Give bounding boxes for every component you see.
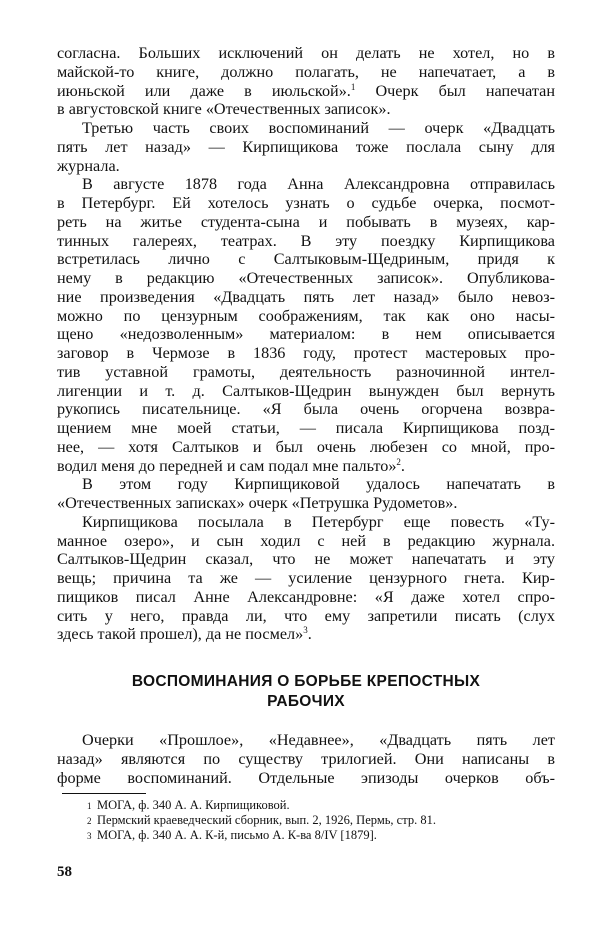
heading-line: ВОСПОМИНАНИЯ О БОРЬБЕ КРЕПОСТНЫХ [131,673,481,690]
line-text: «Отечественных записках» очерк «Петрушка Рудометов». [57,494,458,512]
line-text: заговор в Чермозе в 1836 году, протест мастеровых про- [57,344,555,362]
text-line [57,588,555,607]
line-text: Кирпищикова посылала в Петербург еще повесть «Ту- [82,512,555,531]
line-text: тив уставной грамоты, деятельность разночинной интел- [57,362,555,381]
text-line [57,344,555,363]
text-line [57,513,555,532]
line-text: нему в редакцию «Отечественных записок». Опубликова- [57,269,555,287]
line-text: назад» являются по существу трилогией. Они написаны в [57,749,555,768]
line-text: В этом году Кирпищиковой удалось напечатать в [82,475,555,494]
line-text-tail: . [400,456,405,475]
line-text: Очерки «Прошлое», «Недавнее», «Двадцать пять лет [82,731,555,749]
line-text: нее, — хотя Салтыков и был очень любезен со мной, про- [57,437,555,456]
text-line [57,607,555,626]
text-line [57,419,555,438]
text-line [57,250,555,269]
line-text: пищиков писал Анне Александровне: «Я даже хотел спро- [57,587,555,606]
line-text: водил меня до передней и сам подал мне пальто» [57,456,397,475]
line-text: Третью часть своих воспоминаний — очерк «Двадцать [82,119,555,137]
footnote-ref: 3 [303,625,308,636]
footnote-number: 1 [87,801,92,812]
footnote-number: 2 [87,816,92,827]
line-text: сить у него, правда ли, что ему запретили писать (слух [57,606,555,625]
line-text: щением мне моей статьи, — писала Кирпищикова позд- [57,419,555,437]
text-line [57,100,555,119]
page-content [57,44,555,843]
line-text: вещь; причина та же — усиление цензурного гнета. Кир- [57,569,555,587]
page-number: 58 [57,864,72,880]
line-text: манное озеро», и сын ходил с ней в редакцию журнала. [57,531,555,550]
line-text-tail: . [307,625,312,644]
footnotes [57,798,555,843]
text-line [57,232,555,251]
line-text: лигенции и т. д. Салтыков-Щедрин вынужден был вернуть [57,381,555,400]
text-line [57,119,555,138]
footnote-text: Пермский краеведческий сборник, вып. 2, 1926, Пермь, стр. 81. [97,813,436,828]
line-text: рукопись писательнице. «Я была очень огорчена возвра- [57,400,555,419]
line-text: майской-то книге, должно полагать, не напечатает, а в [57,62,555,81]
text-line [57,175,555,194]
line-text: согласна. Больших исключений он делать не хотел, но в [57,44,555,62]
footnote [57,828,555,843]
text-line [57,63,555,82]
text-line [57,307,555,326]
line-text: пять лет назад» — Кирпищикова тоже послала сыну для [57,137,555,156]
text-line [57,138,555,157]
line-text: щено «недозволенным» материалом: в нем описывается [57,325,555,344]
section-body-text [57,731,555,787]
line-text: Салтыков-Щедрин сказал, что не может напечатать и эту [57,550,555,569]
text-line [57,731,555,750]
text-line [57,475,555,494]
text-line [57,769,555,788]
line-text: журнала. [57,156,120,175]
text-line [57,288,555,307]
footnote-divider [62,793,146,794]
line-text: июньской или даже в июльской». [57,81,351,100]
line-text: реть на житье студента-сына и побывать в музеях, кар- [57,212,555,231]
section-heading [57,672,555,712]
footnote-text: МОГА, ф. 340 А. А. Кирпищиковой. [97,798,290,813]
footnote-text: МОГА, ф. 340 А. А. К-й, письмо А. К-ва 8/IV [1879]. [97,828,377,843]
footnote-ref: 2 [396,456,401,467]
text-line [57,194,555,213]
line-text: форме воспоминаний. Отдельные эпизоды очерков объ- [57,768,555,787]
text-line [57,44,555,63]
text-line [57,750,555,769]
footnote-ref: 1 [350,81,356,92]
footnote-number: 3 [87,831,92,842]
text-line [57,438,555,457]
body-text [57,44,555,644]
text-line [57,400,555,419]
text-line [57,382,555,401]
footnote [57,798,555,813]
text-line [57,494,555,513]
text-line [57,532,555,551]
text-line [57,625,555,644]
line-text: в Петербург. Ей хотелось узнать о судьбе очерка, посмот- [57,194,555,212]
text-line [57,363,555,382]
text-line [57,550,555,569]
text-line [57,569,555,588]
text-line [57,457,555,476]
line-text: здесь такой прошел), да не посмел» [57,625,304,644]
footnote [57,813,555,828]
text-line [57,157,555,176]
text-line [57,213,555,232]
text-line [57,325,555,344]
text-line [57,269,555,288]
line-text: ние произведения «Двадцать пять лет назад» было невоз- [57,287,555,306]
line-text: встретилась лично с Салтыковым-Щедриным, придя к [57,250,555,269]
heading-line: РАБОЧИХ [267,693,345,710]
line-text: В августе 1878 года Анна Александровна отправилась [82,175,555,194]
line-text-tail: Очерк был напечатан [355,81,555,100]
text-line [57,82,555,101]
line-text: тинных галереях, театрах. В эту поездку Кирпищикова [57,231,555,250]
line-text: можно по цензурным соображениям, так как оно насы- [57,306,555,325]
line-text: в августовской книге «Отечественных записок». [57,100,391,119]
